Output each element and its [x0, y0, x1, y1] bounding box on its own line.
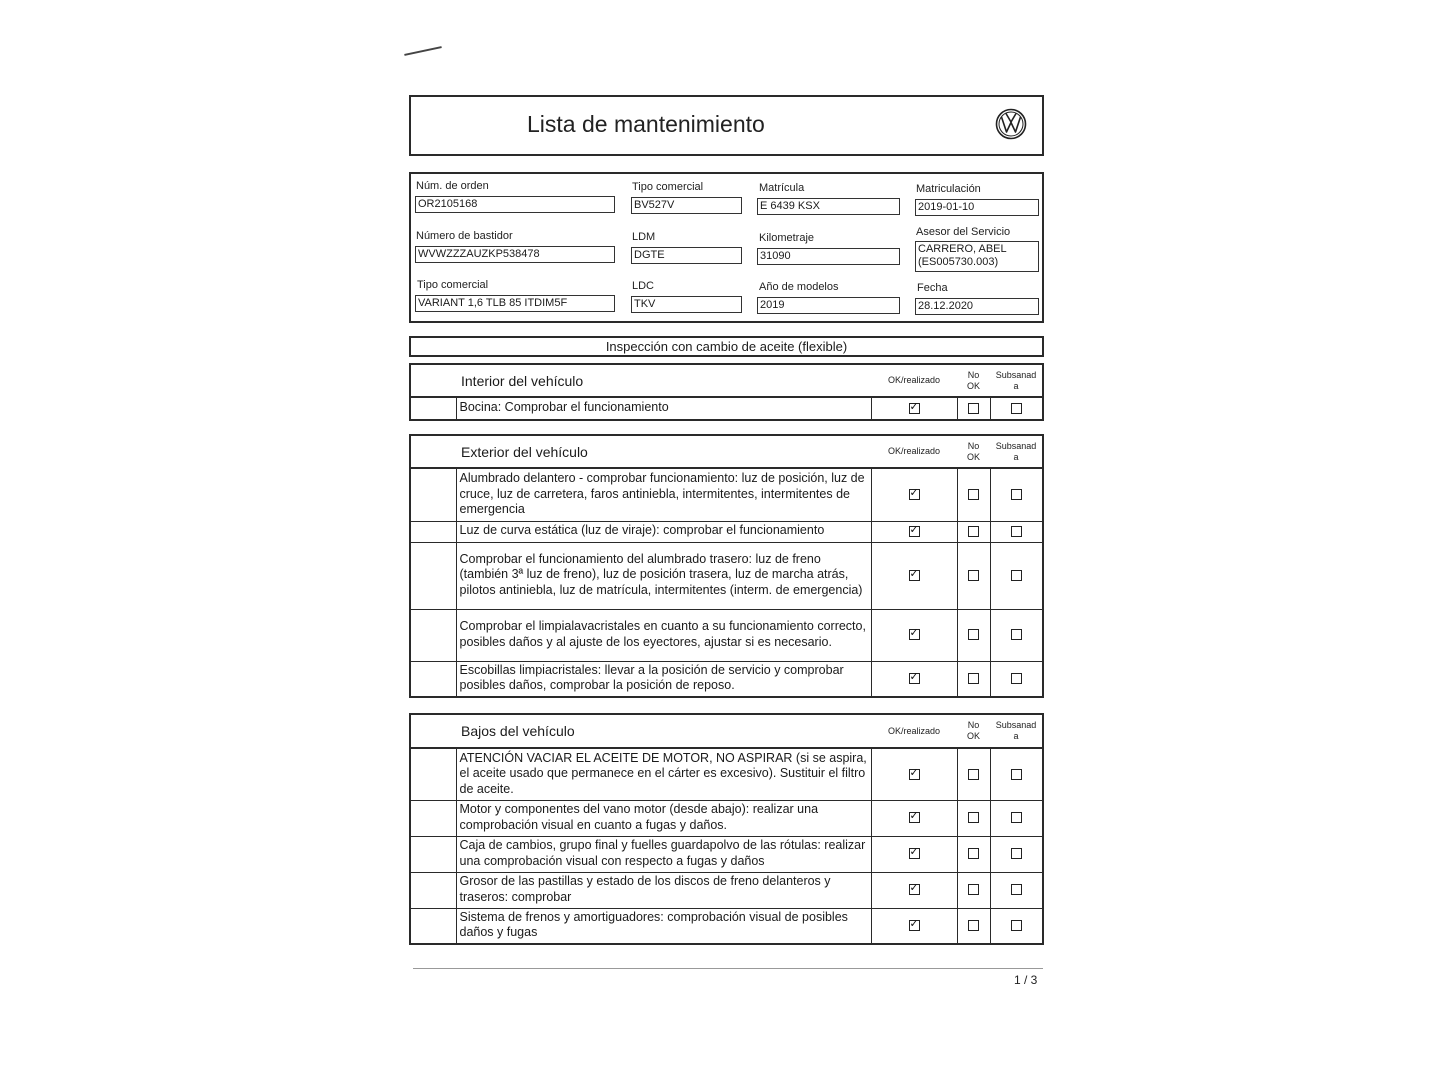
order-no-field: OR2105168 [415, 196, 615, 213]
table-row [410, 800, 1043, 836]
table-row [410, 836, 1043, 872]
section-exterior [409, 434, 1044, 698]
subsanada-checkbox[interactable] [1011, 848, 1022, 859]
subsanada-checkbox[interactable] [1011, 629, 1022, 640]
col-subsanada-header: Subsanad a [990, 364, 1043, 397]
section-title: Bajos del vehículo [410, 714, 871, 748]
kilometraje-field: 31090 [757, 248, 900, 265]
col-nok-header: No OK [957, 714, 990, 748]
subsanada-checkbox[interactable] [1011, 673, 1022, 684]
asesor-label: Asesor del Servicio [916, 226, 1011, 238]
no-ok-checkbox[interactable] [968, 673, 979, 684]
fecha-field: 28.12.2020 [915, 298, 1039, 315]
table-row [410, 468, 1043, 521]
bastidor-field: WVWZZZAUZKP538478 [415, 246, 615, 263]
no-ok-checkbox[interactable] [968, 848, 979, 859]
item-text: Bocina: Comprobar el funcionamiento [456, 397, 871, 420]
ok-checkbox[interactable] [909, 403, 920, 414]
document-header [409, 95, 1044, 156]
ok-checkbox[interactable] [909, 812, 920, 823]
vehicle-info-panel [409, 172, 1044, 323]
col-subsanada-header: Subsanad a [990, 714, 1043, 748]
item-text: Grosor de las pastillas y estado de los discos de freno delanteros y traseros: comprobar [456, 872, 871, 908]
page-number: 1 / 3 [1014, 973, 1038, 987]
inspection-type-banner: Inspección con cambio de aceite (flexible) [409, 336, 1044, 357]
no-ok-checkbox[interactable] [968, 489, 979, 500]
subsanada-checkbox[interactable] [1011, 489, 1022, 500]
kilometraje-label: Kilometraje [759, 232, 815, 244]
table-row [410, 542, 1043, 609]
subsanada-checkbox[interactable] [1011, 570, 1022, 581]
no-ok-checkbox[interactable] [968, 769, 979, 780]
ok-checkbox[interactable] [909, 884, 920, 895]
item-text: Alumbrado delantero - comprobar funcionamiento: luz de posición, luz de cruce, luz de carretera, faros antiniebla, intermitentes, intermitentes de emergencia [456, 468, 871, 521]
tipo-comercial-2-field: VARIANT 1,6 TLB 85 ITDIM5F [415, 295, 615, 312]
ok-checkbox[interactable] [909, 673, 920, 684]
bastidor-label: Número de bastidor [416, 230, 513, 242]
asesor-code: (ES005730.003) [918, 256, 999, 268]
subsanada-checkbox[interactable] [1011, 884, 1022, 895]
col-subsanada-header: Subsanad a [990, 435, 1043, 468]
subsanada-checkbox[interactable] [1011, 920, 1022, 931]
table-row [410, 748, 1043, 800]
ok-checkbox[interactable] [909, 489, 920, 500]
ldm-field: DGTE [631, 247, 742, 264]
tipo-comercial-field: BV527V [631, 197, 742, 214]
table-row [410, 872, 1043, 908]
ok-checkbox[interactable] [909, 848, 920, 859]
ldc-field: TKV [631, 296, 742, 313]
vw-logo-icon [995, 108, 1027, 140]
matriculacion-label: Matriculación [916, 183, 981, 195]
no-ok-checkbox[interactable] [968, 570, 979, 581]
matricula-field: E 6439 KSX [757, 198, 900, 215]
ok-checkbox[interactable] [909, 526, 920, 537]
item-text: Caja de cambios, grupo final y fuelles guardapolvo de las rótulas: realizar una comprobación visual con respecto a fugas y daños [456, 836, 871, 872]
section-interior [409, 363, 1044, 421]
no-ok-checkbox[interactable] [968, 920, 979, 931]
ldm-label: LDM [632, 231, 656, 243]
col-ok-header: OK/realizado [871, 364, 957, 397]
table-row [410, 521, 1043, 542]
no-ok-checkbox[interactable] [968, 403, 979, 414]
subsanada-checkbox[interactable] [1011, 403, 1022, 414]
item-text: ATENCIÓN VACIAR EL ACEITE DE MOTOR, NO ASPIRAR (si se aspira, el aceite usado que permanece en el cárter es excesivo). Sustituir el filtro de aceite. [456, 748, 871, 800]
no-ok-checkbox[interactable] [968, 526, 979, 537]
subsanada-checkbox[interactable] [1011, 769, 1022, 780]
asesor-name: CARRERO, ABEL [918, 243, 1007, 255]
order-no-label: Núm. de orden [416, 180, 489, 192]
item-text: Comprobar el limpialavacristales en cuanto a su funcionamiento correcto, posibles daños y al ajuste de los eyectores, ajustar si es necesario. [456, 609, 871, 661]
section-title: Exterior del vehículo [410, 435, 871, 468]
table-row [410, 609, 1043, 661]
item-text: Luz de curva estática (luz de viraje): comprobar el funcionamiento [456, 521, 871, 542]
tipo-comercial-2-label: Tipo comercial [417, 279, 489, 291]
item-text: Motor y componentes del vano motor (desde abajo): realizar una comprobación visual en cuanto a fugas y daños. [456, 800, 871, 836]
matricula-label: Matrícula [759, 182, 805, 194]
col-nok-header: No OK [957, 435, 990, 468]
subsanada-checkbox[interactable] [1011, 812, 1022, 823]
col-nok-header: No OK [957, 364, 990, 397]
table-row [410, 661, 1043, 697]
item-text: Escobillas limpiacristales: llevar a la posición de servicio y comprobar posibles daños, comprobar la posición de reposo. [456, 661, 871, 697]
col-ok-header: OK/realizado [871, 435, 957, 468]
ok-checkbox[interactable] [909, 570, 920, 581]
footer-divider [413, 968, 1043, 969]
ano-modelos-field: 2019 [757, 297, 900, 314]
section-bajos [409, 713, 1044, 945]
no-ok-checkbox[interactable] [968, 812, 979, 823]
asesor-field [915, 241, 1039, 272]
item-text: Comprobar el funcionamiento del alumbrado trasero: luz de freno (también 3ª luz de freno), luz de posición trasera, luz de marcha atrás, pilotos antiniebla, luz de matrícula, intermitentes (interm. de emergencia) [456, 542, 871, 609]
no-ok-checkbox[interactable] [968, 629, 979, 640]
ok-checkbox[interactable] [909, 629, 920, 640]
ok-checkbox[interactable] [909, 769, 920, 780]
pen-mark [404, 46, 442, 56]
table-row [410, 397, 1043, 420]
ok-checkbox[interactable] [909, 920, 920, 931]
item-text: Sistema de frenos y amortiguadores: comprobación visual de posibles daños y fugas [456, 908, 871, 944]
tipo-comercial-label: Tipo comercial [632, 181, 704, 193]
section-title: Interior del vehículo [410, 364, 871, 397]
no-ok-checkbox[interactable] [968, 884, 979, 895]
fecha-label: Fecha [917, 282, 948, 294]
matriculacion-field: 2019-01-10 [915, 199, 1039, 216]
table-row [410, 908, 1043, 944]
ldc-label: LDC [632, 280, 655, 292]
col-ok-header: OK/realizado [871, 714, 957, 748]
ano-modelos-label: Año de modelos [759, 281, 839, 293]
subsanada-checkbox[interactable] [1011, 526, 1022, 537]
document-title: Lista de mantenimiento [527, 111, 765, 137]
